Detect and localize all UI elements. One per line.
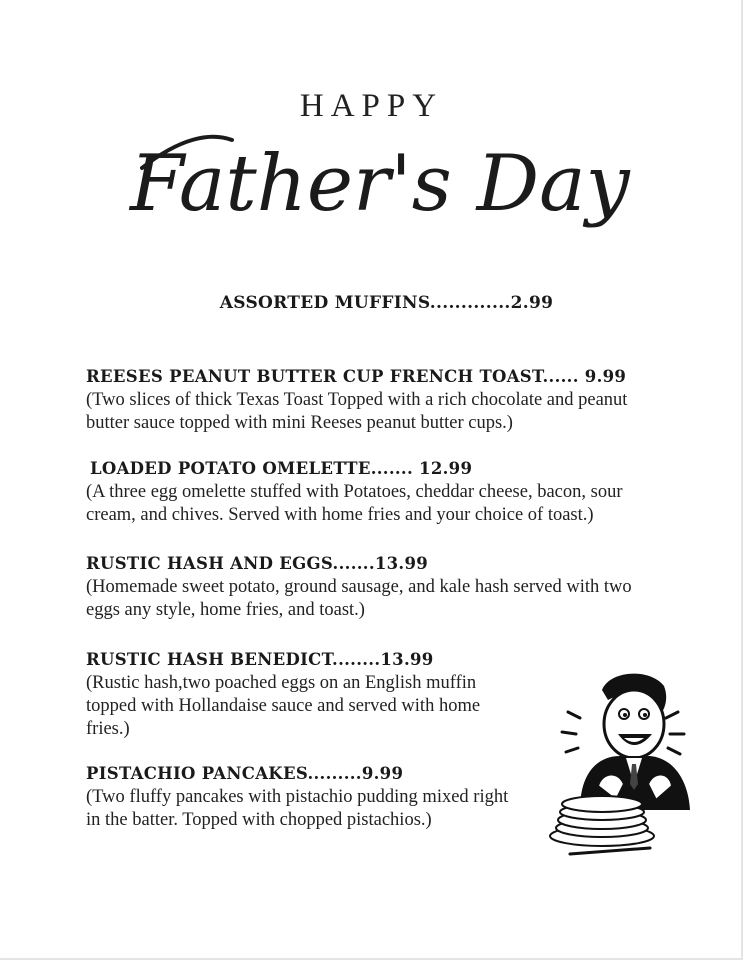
menu-item-heading: REESES PEANUT BUTTER CUP FRENCH TOAST...... 9.99 (86, 367, 627, 386)
menu-item-description: (Homemade sweet potato, ground sausage, and kale hash served with two eggs any style, home fries, and toast.) (86, 577, 632, 620)
menu-item-hash-benedict (86, 648, 526, 741)
fathers-day-script-title (120, 118, 630, 258)
menu-item-omelette (86, 457, 660, 527)
menu-item-heading: PISTACHIO PANCAKES.........9.99 (86, 764, 404, 783)
menu-item-heading: RUSTIC HASH BENEDICT........13.99 (86, 650, 434, 669)
menu-item-heading: LOADED POTATO OMELETTE....... 12.99 (90, 459, 473, 478)
menu-item-description: (A three egg omelette stuffed with Potatoes, cheddar cheese, bacon, sour cream, and chives. Served with home fries and your choice of toast.) (86, 482, 623, 525)
menu-item-hash-and-eggs (86, 552, 656, 622)
muffins-line: ASSORTED MUFFINS.............2.99 (219, 293, 554, 313)
happy-heading: HAPPY (299, 88, 444, 124)
pancake-stack-icon (550, 796, 654, 846)
man-with-pancakes-illustration (540, 660, 700, 860)
menu-item-pistachio-pancakes (86, 762, 526, 832)
menu-item-french-toast (86, 365, 656, 435)
menu-item-heading: RUSTIC HASH AND EGGS.......13.99 (86, 554, 429, 573)
menu-item-description: (Two fluffy pancakes with pistachio pudding mixed right in the batter. Topped with chopped pistachios.) (86, 787, 509, 830)
face-icon (604, 690, 664, 758)
menu-item-description: (Rustic hash,two poached eggs on an English muffin topped with Hollandaise sauce and served with home fries.) (86, 673, 481, 739)
menu-item-description: (Two slices of thick Texas Toast Topped with a rich chocolate and peanut butter sauce topped with mini Reeses peanut butter cups.) (86, 390, 628, 433)
knife-icon (570, 848, 650, 854)
fathers-day-script-text: Father's Day (130, 139, 630, 229)
